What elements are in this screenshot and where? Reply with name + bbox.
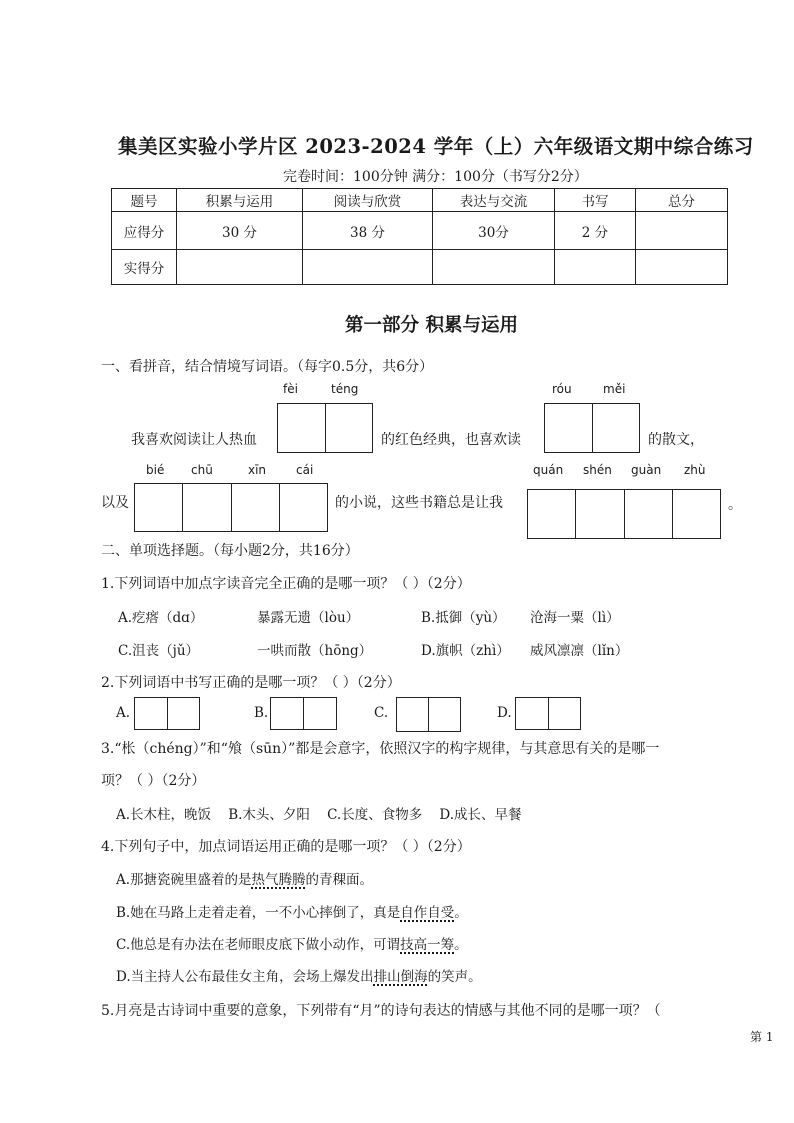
section1-heading: 一、看拼音，结合情境写词语。（每字0.5分，共6分） xyxy=(101,359,434,375)
table-cell: 实得分 xyxy=(112,250,177,285)
score-entry-cell[interactable] xyxy=(303,250,433,285)
page-number: 第 1 xyxy=(750,1030,774,1044)
table-cell: 30分 xyxy=(433,212,555,250)
option-text: D.当主持人公布最佳女主角，会场上爆发出排山倒海的笑声。 xyxy=(116,969,482,985)
section2-heading: 二、单项选择题。（每小题2分，共16分） xyxy=(101,543,359,559)
sentence-text: 以及 xyxy=(101,495,129,511)
question-stem: 4.下列句子中，加点词语运用正确的是哪一项？（ ）（2分） xyxy=(101,839,471,855)
table-cell: 2 分 xyxy=(555,212,636,250)
emphasized-phrase: 热气腾腾 xyxy=(251,872,306,888)
question-stem: 项？（ ）（2分） xyxy=(101,773,206,789)
answer-box-feiteng[interactable] xyxy=(277,403,373,453)
sentence-text: 。 xyxy=(728,497,742,513)
answer-box-roumei[interactable] xyxy=(544,403,640,453)
answer-box-biechuxincai[interactable] xyxy=(134,483,328,532)
option-text: C.他总是有办法在老师眼皮底下做小动作，可谓技高一筹。 xyxy=(116,937,468,953)
option-text: A.疙瘩（dɑ） xyxy=(118,610,204,626)
option-text: 暴露无遗（lòu） xyxy=(257,610,360,626)
option-text: D.旗帜（zhì） xyxy=(421,643,510,659)
pinyin-label: xīn xyxy=(248,463,267,477)
table-header-cell: 阅读与欣赏 xyxy=(303,189,433,212)
pinyin-label: shén xyxy=(583,463,612,477)
pinyin-label: bié xyxy=(146,463,165,477)
table-header-cell: 表达与交流 xyxy=(433,189,555,212)
sentence-text: 的红色经典，也喜欢读 xyxy=(381,432,521,448)
question-stem: 2.下列词语中书写正确的是哪一项？（ ）（2分） xyxy=(101,675,401,691)
option-a-word-box[interactable] xyxy=(134,697,200,730)
score-table-actual-row xyxy=(112,250,728,285)
option-text: 沧海一粟（lì） xyxy=(530,610,620,626)
option-d-word-box[interactable] xyxy=(515,697,581,730)
pinyin-label: róu xyxy=(552,382,572,396)
pinyin-label: fèi xyxy=(283,382,298,396)
score-table-header-row xyxy=(112,189,728,212)
option-c-word-box[interactable] xyxy=(396,697,461,732)
option-label: A. xyxy=(116,705,131,721)
option-text: 一哄而散（hōng） xyxy=(257,643,373,659)
score-entry-cell[interactable] xyxy=(555,250,636,285)
option-text: B.她在马路上走着走着，一不小心摔倒了，真是自作自受。 xyxy=(116,905,468,921)
option-text: A.那搪瓷碗里盛着的是热气腾腾的青稞面。 xyxy=(116,872,374,888)
part-title: 第一部分 积累与运用 xyxy=(345,315,518,336)
pinyin-label: cái xyxy=(296,463,314,477)
pinyin-label: téng xyxy=(331,382,359,396)
emphasized-phrase: 技高一筹 xyxy=(400,937,455,953)
table-header-cell: 总分 xyxy=(636,189,728,212)
pinyin-label: guàn xyxy=(631,463,662,477)
sentence-text: 的散文， xyxy=(648,432,704,448)
exam-subtitle: 完卷时间：100分钟 满分：100分（书写分2分） xyxy=(283,169,588,185)
pinyin-label: měi xyxy=(603,382,626,396)
question-stem: 5.月亮是古诗词中重要的意象，下列带有“月”的诗句表达的情感与其他不同的是哪一项？（ xyxy=(101,1003,661,1019)
question-stem: 1.下列词语中加点字读音完全正确的是哪一项？（ ）（2分） xyxy=(101,576,471,592)
pinyin-label: zhù xyxy=(684,463,706,477)
sentence-text: 我喜欢阅读让人热血 xyxy=(131,432,257,448)
option-text: 威风凛凛（lǐn） xyxy=(530,643,629,659)
option-b-word-box[interactable] xyxy=(270,697,337,730)
pinyin-label: chū xyxy=(191,463,213,477)
sentence-text: 的小说，这些书籍总是让我 xyxy=(335,495,503,511)
table-header-cell: 书写 xyxy=(555,189,636,212)
option-label: B. xyxy=(254,705,269,721)
score-entry-cell[interactable] xyxy=(636,250,728,285)
table-cell xyxy=(636,212,728,250)
table-cell: 应得分 xyxy=(112,212,177,250)
table-cell: 38 分 xyxy=(303,212,433,250)
emphasized-phrase: 排山倒海 xyxy=(373,969,428,985)
option-text: C.沮丧（jǔ） xyxy=(118,643,200,659)
exam-title: 集美区实验小学片区 2023-2024 学年（上）六年级语文期中综合练习 xyxy=(118,135,754,158)
option-text: A.长木柱，晚饭 B.木头、夕阳 C.长度、食物多 D.成长、早餐 xyxy=(116,807,522,823)
table-header-cell: 积累与运用 xyxy=(177,189,303,212)
score-entry-cell[interactable] xyxy=(433,250,555,285)
table-cell: 30 分 xyxy=(177,212,303,250)
option-label: D. xyxy=(497,705,512,721)
table-header-cell: 题号 xyxy=(112,189,177,212)
score-table-due-row xyxy=(112,212,728,250)
score-entry-cell[interactable] xyxy=(177,250,303,285)
score-table xyxy=(111,188,728,285)
option-text: B.抵御（yù） xyxy=(421,610,506,626)
emphasized-phrase: 自作自受 xyxy=(400,905,455,921)
question-stem: 3.“枨（chéng）”和“飧（sūn）”都是会意字，依照汉字的构字规律，与其意思有关的是哪一 xyxy=(101,741,660,757)
answer-box-quanshenguanzhu[interactable] xyxy=(527,489,721,539)
option-label: C. xyxy=(374,705,389,721)
pinyin-label: quán xyxy=(533,463,564,477)
